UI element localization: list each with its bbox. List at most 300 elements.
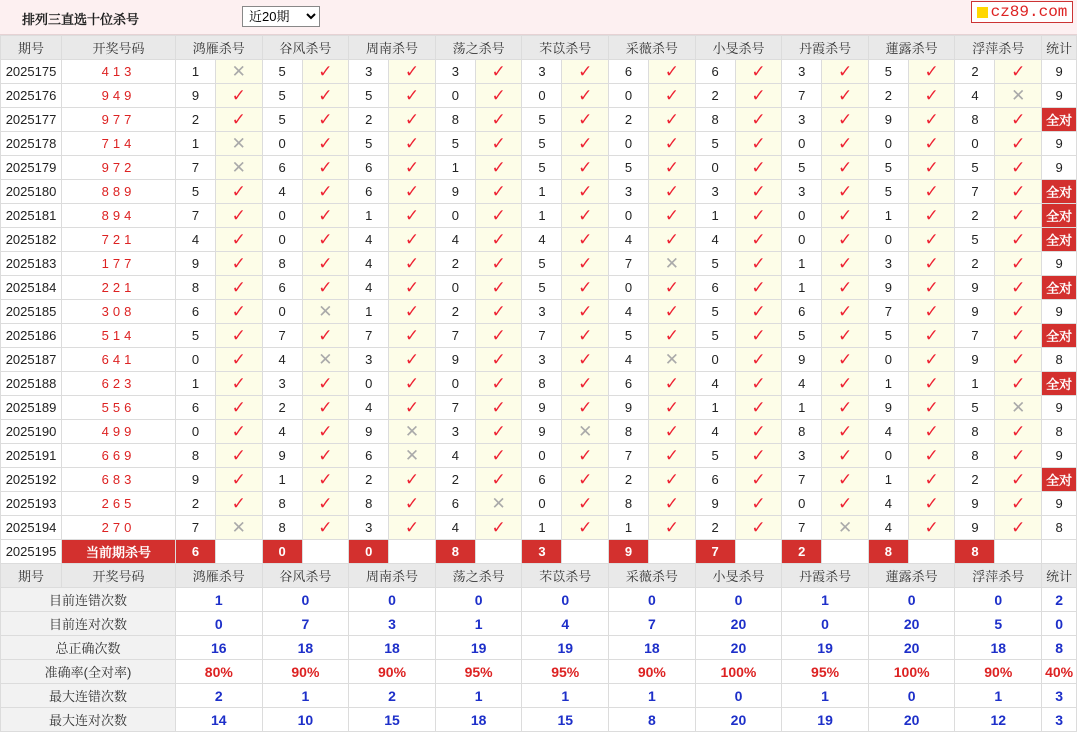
summary-expert-header: 鸿雁杀号 — [176, 564, 263, 588]
kill-number-cell: 4 — [262, 348, 302, 372]
kill-number-cell: 0 — [868, 132, 908, 156]
check-icon: ✓ — [751, 494, 766, 513]
summary-value: 15 — [349, 708, 436, 732]
kill-number-cell: 4 — [435, 516, 475, 540]
check-icon: ✓ — [578, 254, 593, 273]
mark-cell — [475, 420, 522, 444]
kill-number-cell: 6 — [609, 60, 649, 84]
mark-cell — [822, 132, 869, 156]
cross-icon: ✕ — [664, 254, 679, 273]
kill-number-cell: 1 — [695, 396, 735, 420]
check-icon: ✓ — [751, 230, 766, 249]
summary-value: 19 — [782, 636, 869, 660]
expert-header: 荡之杀号 — [435, 36, 522, 60]
stat-cell: 全对 — [1042, 276, 1077, 300]
mark-cell — [475, 252, 522, 276]
check-icon: ✓ — [231, 398, 246, 417]
kill-number-cell: 2 — [435, 468, 475, 492]
mark-cell — [908, 276, 955, 300]
mark-cell — [822, 300, 869, 324]
kill-number-cell: 3 — [522, 60, 562, 84]
mark-cell — [735, 516, 782, 540]
summary-value: 19 — [522, 636, 609, 660]
kill-number-cell: 5 — [868, 60, 908, 84]
check-icon: ✓ — [578, 230, 593, 249]
summary-value: 2 — [349, 684, 436, 708]
kill-number-cell: 0 — [349, 372, 389, 396]
cross-icon: ✕ — [1011, 398, 1026, 417]
blank-cell — [995, 540, 1042, 564]
mark-cell — [735, 108, 782, 132]
check-icon: ✓ — [491, 350, 506, 369]
mark-cell — [562, 372, 609, 396]
kill-number-cell: 6 — [435, 492, 475, 516]
mark-cell — [475, 396, 522, 420]
mark-cell — [995, 300, 1042, 324]
summary-stat-value: 3 — [1042, 708, 1077, 732]
check-icon: ✓ — [664, 494, 679, 513]
summary-expert-header: 荡之杀号 — [435, 564, 522, 588]
kill-number-cell: 5 — [695, 132, 735, 156]
kill-number-cell: 3 — [782, 108, 822, 132]
summary-value: 20 — [695, 612, 782, 636]
mark-cell — [216, 276, 263, 300]
check-icon: ✓ — [318, 110, 333, 129]
logo-text: cz89.com — [990, 3, 1068, 21]
site-logo[interactable] — [971, 1, 1073, 23]
summary-value: 18 — [349, 636, 436, 660]
kill-number-cell: 0 — [782, 492, 822, 516]
summary-value: 20 — [868, 612, 955, 636]
issue-cell: 2025185 — [1, 300, 62, 324]
blank-cell — [475, 540, 522, 564]
kill-number-cell: 1 — [868, 204, 908, 228]
stat-cell: 全对 — [1042, 324, 1077, 348]
mark-cell — [822, 228, 869, 252]
check-icon: ✓ — [837, 110, 853, 129]
check-icon: ✓ — [491, 446, 506, 465]
kill-number-cell: 0 — [609, 204, 649, 228]
check-icon: ✓ — [231, 182, 246, 201]
table-row — [1, 204, 1077, 228]
check-icon: ✓ — [491, 326, 506, 345]
kill-number-cell: 7 — [782, 84, 822, 108]
check-icon: ✓ — [578, 446, 593, 465]
table-row — [1, 324, 1077, 348]
mark-cell — [822, 468, 869, 492]
mark-cell — [216, 84, 263, 108]
mark-cell — [822, 348, 869, 372]
check-icon: ✓ — [664, 206, 679, 225]
blank-cell — [1042, 540, 1077, 564]
check-icon: ✓ — [664, 446, 679, 465]
blank-cell — [302, 540, 349, 564]
current-kill-number: 7 — [695, 540, 735, 564]
check-icon: ✓ — [1011, 158, 1026, 177]
kill-number-cell: 9 — [522, 420, 562, 444]
check-icon: ✓ — [318, 254, 333, 273]
check-icon: ✓ — [664, 302, 679, 321]
kill-number-cell: 5 — [955, 228, 995, 252]
mark-cell — [389, 60, 436, 84]
summary-value: 16 — [176, 636, 263, 660]
kill-number-cell: 5 — [868, 324, 908, 348]
check-icon: ✓ — [231, 470, 246, 489]
kill-number-cell: 4 — [609, 300, 649, 324]
kill-number-cell: 7 — [435, 324, 475, 348]
kill-number-cell: 8 — [176, 276, 216, 300]
mark-cell — [649, 372, 696, 396]
mark-cell — [995, 108, 1042, 132]
mark-cell — [822, 252, 869, 276]
mark-cell — [649, 228, 696, 252]
kill-number-cell: 7 — [782, 468, 822, 492]
kill-number-cell: 3 — [782, 60, 822, 84]
mark-cell — [908, 492, 955, 516]
expert-header: 芣苡杀号 — [522, 36, 609, 60]
mark-cell — [216, 468, 263, 492]
summary-value: 1 — [435, 684, 522, 708]
cross-icon: ✕ — [1011, 86, 1026, 105]
kill-number-cell: 5 — [262, 60, 302, 84]
check-icon: ✓ — [837, 422, 853, 441]
check-icon: ✓ — [664, 470, 679, 489]
summary-value: 0 — [955, 588, 1042, 612]
check-icon: ✓ — [837, 134, 853, 153]
summary-value: 3 — [349, 612, 436, 636]
check-icon: ✓ — [318, 374, 333, 393]
mark-cell — [822, 444, 869, 468]
kill-number-cell: 0 — [262, 300, 302, 324]
kill-number-cell: 1 — [609, 516, 649, 540]
kill-number-cell: 2 — [695, 516, 735, 540]
kill-number-cell: 1 — [435, 156, 475, 180]
check-icon: ✓ — [231, 446, 246, 465]
check-icon: ✓ — [231, 254, 246, 273]
summary-value: 12 — [955, 708, 1042, 732]
mark-cell — [389, 444, 436, 468]
check-icon: ✓ — [751, 470, 766, 489]
check-icon: ✓ — [404, 326, 420, 345]
kill-number-cell: 3 — [609, 180, 649, 204]
stat-cell: 9 — [1042, 60, 1077, 84]
kill-number-cell: 7 — [522, 324, 562, 348]
kill-number-cell: 0 — [782, 132, 822, 156]
current-issue-cell: 2025195 — [1, 540, 62, 564]
check-icon: ✓ — [491, 398, 506, 417]
mark-cell — [649, 156, 696, 180]
mark-cell — [389, 108, 436, 132]
issue-cell: 2025183 — [1, 252, 62, 276]
kill-number-cell: 2 — [955, 204, 995, 228]
summary-stat-value: 3 — [1042, 684, 1077, 708]
mark-cell — [735, 132, 782, 156]
mark-cell — [302, 300, 349, 324]
check-icon: ✓ — [664, 422, 679, 441]
check-icon: ✓ — [404, 158, 420, 177]
win-number-cell: 714 — [62, 132, 176, 156]
mark-cell — [995, 84, 1042, 108]
check-icon: ✓ — [578, 86, 593, 105]
check-icon: ✓ — [664, 230, 679, 249]
mark-cell — [216, 108, 263, 132]
mark-cell — [649, 204, 696, 228]
kill-number-cell: 0 — [782, 228, 822, 252]
mark-cell — [995, 420, 1042, 444]
check-icon: ✓ — [924, 350, 939, 369]
mark-cell — [302, 492, 349, 516]
mark-cell — [995, 372, 1042, 396]
issue-cell: 2025175 — [1, 60, 62, 84]
table-row — [1, 108, 1077, 132]
cross-icon: ✕ — [837, 518, 853, 537]
kill-number-cell: 5 — [782, 324, 822, 348]
mark-cell — [735, 300, 782, 324]
mark-cell — [389, 420, 436, 444]
cross-icon: ✕ — [404, 446, 420, 465]
mark-cell — [389, 84, 436, 108]
current-kill-number: 2 — [782, 540, 822, 564]
check-icon: ✓ — [231, 278, 246, 297]
expert-header: 谷风杀号 — [262, 36, 349, 60]
mark-cell — [649, 60, 696, 84]
mark-cell — [908, 252, 955, 276]
mark-cell — [562, 84, 609, 108]
kill-number-cell: 4 — [349, 252, 389, 276]
check-icon: ✓ — [837, 182, 853, 201]
kill-number-cell: 2 — [695, 84, 735, 108]
issue-cell: 2025192 — [1, 468, 62, 492]
summary-value: 80% — [176, 660, 263, 684]
cross-icon: ✕ — [404, 422, 420, 441]
kill-number-cell: 9 — [176, 84, 216, 108]
summary-value: 20 — [868, 636, 955, 660]
kill-number-cell: 0 — [782, 204, 822, 228]
kill-number-cell: 0 — [522, 492, 562, 516]
check-icon: ✓ — [404, 398, 420, 417]
check-icon: ✓ — [1011, 494, 1026, 513]
mark-cell — [908, 180, 955, 204]
mark-cell — [649, 300, 696, 324]
summary-value: 0 — [695, 588, 782, 612]
summary-row — [1, 660, 1077, 684]
kill-number-cell: 3 — [782, 444, 822, 468]
kill-number-cell: 0 — [262, 204, 302, 228]
mark-cell — [216, 300, 263, 324]
check-icon: ✓ — [924, 494, 939, 513]
cross-icon: ✕ — [491, 494, 506, 513]
kill-number-cell: 9 — [349, 420, 389, 444]
win-number-cell: 977 — [62, 108, 176, 132]
mark-cell — [475, 156, 522, 180]
stat-cell: 9 — [1042, 444, 1077, 468]
check-icon: ✓ — [751, 446, 766, 465]
kill-number-cell: 4 — [868, 420, 908, 444]
kill-number-cell: 8 — [955, 108, 995, 132]
kill-number-cell: 1 — [522, 516, 562, 540]
table-row — [1, 420, 1077, 444]
kill-number-cell: 5 — [349, 132, 389, 156]
check-icon: ✓ — [924, 110, 939, 129]
check-icon: ✓ — [924, 326, 939, 345]
summary-value: 15 — [522, 708, 609, 732]
kill-number-cell: 7 — [176, 516, 216, 540]
issue-cell: 2025179 — [1, 156, 62, 180]
kill-number-cell: 2 — [955, 468, 995, 492]
mark-cell — [475, 204, 522, 228]
check-icon: ✓ — [404, 254, 420, 273]
issue-cell: 2025181 — [1, 204, 62, 228]
check-icon: ✓ — [751, 134, 766, 153]
kill-number-cell: 5 — [695, 324, 735, 348]
kill-number-cell: 7 — [176, 204, 216, 228]
table-header-row — [1, 36, 1077, 60]
check-icon: ✓ — [491, 230, 506, 249]
mark-cell — [216, 372, 263, 396]
check-icon: ✓ — [318, 446, 333, 465]
period-select[interactable] — [242, 6, 320, 27]
mark-cell — [216, 132, 263, 156]
mark-cell — [475, 516, 522, 540]
check-icon: ✓ — [578, 494, 593, 513]
mark-cell — [216, 228, 263, 252]
stat-header: 统计 — [1042, 36, 1077, 60]
summary-value: 1 — [435, 612, 522, 636]
check-icon: ✓ — [1011, 254, 1026, 273]
stat-cell: 全对 — [1042, 108, 1077, 132]
mark-cell — [995, 228, 1042, 252]
summary-expert-header: 采薇杀号 — [609, 564, 696, 588]
mark-cell — [302, 324, 349, 348]
kill-number-cell: 9 — [695, 492, 735, 516]
check-icon: ✓ — [924, 254, 939, 273]
check-icon: ✓ — [404, 230, 420, 249]
check-icon: ✓ — [404, 470, 420, 489]
check-icon: ✓ — [404, 62, 420, 81]
kill-number-cell: 0 — [868, 444, 908, 468]
kill-number-cell: 4 — [349, 396, 389, 420]
check-icon: ✓ — [491, 158, 506, 177]
check-icon: ✓ — [318, 230, 333, 249]
kill-number-cell: 7 — [262, 324, 302, 348]
summary-issue-header: 期号 — [1, 564, 62, 588]
mark-cell — [908, 132, 955, 156]
summary-stat-value: 40% — [1042, 660, 1077, 684]
mark-cell — [735, 420, 782, 444]
check-icon: ✓ — [1011, 182, 1026, 201]
check-icon: ✓ — [318, 158, 333, 177]
mark-cell — [995, 132, 1042, 156]
summary-value: 0 — [868, 588, 955, 612]
mark-cell — [562, 132, 609, 156]
kill-number-cell: 6 — [176, 396, 216, 420]
kill-number-cell: 0 — [435, 84, 475, 108]
mark-cell — [562, 516, 609, 540]
kill-number-cell: 1 — [522, 180, 562, 204]
check-icon: ✓ — [837, 374, 853, 393]
check-icon: ✓ — [491, 518, 506, 537]
mark-cell — [822, 396, 869, 420]
check-icon: ✓ — [751, 110, 766, 129]
check-icon: ✓ — [924, 278, 939, 297]
kill-number-cell: 2 — [349, 108, 389, 132]
kill-number-cell: 4 — [262, 420, 302, 444]
mark-cell — [995, 444, 1042, 468]
issue-cell: 2025177 — [1, 108, 62, 132]
kill-number-cell: 7 — [955, 180, 995, 204]
blank-cell — [216, 540, 263, 564]
mark-cell — [649, 420, 696, 444]
check-icon: ✓ — [491, 422, 506, 441]
stat-cell: 9 — [1042, 252, 1077, 276]
kill-number-cell: 4 — [522, 228, 562, 252]
kill-number-cell: 6 — [349, 156, 389, 180]
check-icon: ✓ — [231, 206, 246, 225]
win-header: 开奖号码 — [62, 36, 176, 60]
stat-cell: 9 — [1042, 84, 1077, 108]
kill-number-cell: 0 — [955, 132, 995, 156]
mark-cell — [822, 156, 869, 180]
check-icon: ✓ — [751, 254, 766, 273]
check-icon: ✓ — [1011, 278, 1026, 297]
kill-number-cell: 4 — [782, 372, 822, 396]
kill-number-cell: 4 — [955, 84, 995, 108]
summary-expert-header: 芣苡杀号 — [522, 564, 609, 588]
check-icon: ✓ — [664, 86, 679, 105]
kill-number-cell: 9 — [609, 396, 649, 420]
mark-cell — [908, 156, 955, 180]
cross-icon: ✕ — [231, 518, 246, 537]
kill-number-cell: 8 — [782, 420, 822, 444]
mark-cell — [995, 180, 1042, 204]
mark-cell — [475, 132, 522, 156]
kill-number-cell: 2 — [435, 252, 475, 276]
summary-value: 1 — [609, 684, 696, 708]
summary-stat-value: 2 — [1042, 588, 1077, 612]
check-icon: ✓ — [751, 278, 766, 297]
win-number-cell: 177 — [62, 252, 176, 276]
mark-cell — [389, 516, 436, 540]
mark-cell — [995, 348, 1042, 372]
kill-number-cell: 0 — [609, 276, 649, 300]
mark-cell — [216, 420, 263, 444]
cross-icon: ✕ — [231, 134, 246, 153]
mark-cell — [216, 348, 263, 372]
mark-cell — [995, 204, 1042, 228]
kill-number-cell: 1 — [782, 252, 822, 276]
kill-number-cell: 3 — [868, 252, 908, 276]
kill-number-cell: 6 — [522, 468, 562, 492]
kill-number-cell: 2 — [955, 60, 995, 84]
check-icon: ✓ — [318, 494, 333, 513]
kill-number-cell: 8 — [349, 492, 389, 516]
summary-value: 5 — [955, 612, 1042, 636]
summary-stat-header: 统计 — [1042, 564, 1077, 588]
mark-cell — [908, 228, 955, 252]
kill-number-cell: 3 — [349, 516, 389, 540]
check-icon: ✓ — [664, 134, 679, 153]
kill-number-cell: 9 — [955, 516, 995, 540]
kill-number-cell: 5 — [522, 252, 562, 276]
mark-cell — [822, 420, 869, 444]
check-icon: ✓ — [924, 86, 939, 105]
summary-label: 总正确次数 — [1, 636, 176, 660]
cross-icon: ✕ — [318, 350, 333, 369]
check-icon: ✓ — [924, 422, 939, 441]
kill-number-cell: 8 — [955, 420, 995, 444]
kill-number-cell: 9 — [868, 276, 908, 300]
check-icon: ✓ — [491, 110, 506, 129]
